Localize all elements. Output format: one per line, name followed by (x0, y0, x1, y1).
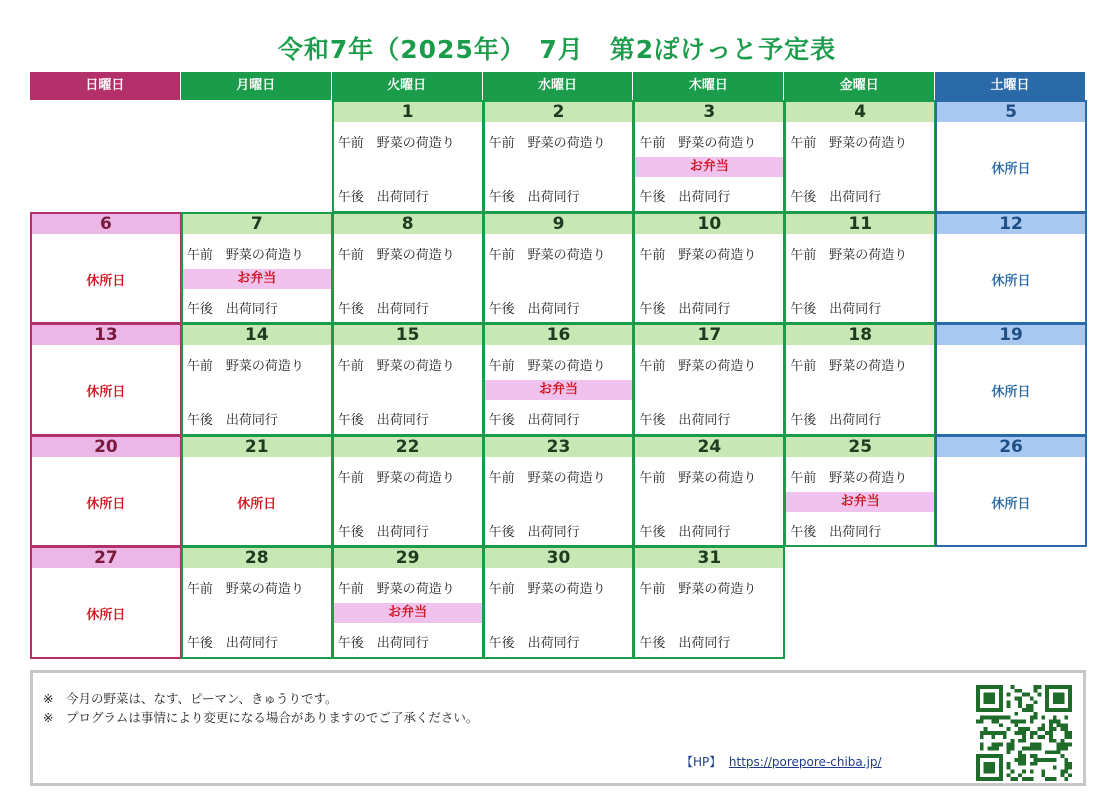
calendar-day-cell (935, 323, 1087, 436)
calendar-day-cell (30, 323, 182, 436)
afternoon-activity: 午後 出荷同行 (790, 524, 882, 540)
weekday-header-cell: 土曜日 (935, 72, 1086, 100)
calendar-day-cell (633, 323, 785, 436)
morning-activity: 午前 野菜の荷造り (488, 470, 606, 486)
page-title: 令和7年（2025年） 7月 第2ぽけっと予定表 (277, 35, 837, 64)
afternoon-activity: 午後 出荷同行 (639, 636, 731, 652)
day-number: 15 (334, 325, 482, 345)
day-number: 7 (183, 214, 331, 234)
morning-activity: 午前 野菜の荷造り (639, 582, 757, 598)
morning-activity: 午前 野菜の荷造り (337, 359, 455, 375)
day-number: 13 (32, 325, 180, 345)
calendar-day-cell (633, 435, 785, 548)
closed-day-label: 休所日 (86, 608, 126, 624)
bento-badge: お弁当 (334, 603, 482, 623)
calendar-day-cell (633, 212, 785, 325)
weekday-header-cell: 金曜日 (784, 72, 935, 100)
morning-activity: 午前 野菜の荷造り (639, 136, 757, 151)
day-number: 19 (937, 325, 1085, 345)
closed-day-label: 休所日 (991, 385, 1031, 401)
calendar-day-cell (181, 546, 333, 659)
calendar-day-cell (483, 323, 635, 436)
day-number: 14 (183, 325, 331, 345)
day-number: 3 (635, 102, 783, 122)
calendar-day-cell (935, 435, 1087, 548)
day-number: 28 (183, 548, 331, 568)
day-number: 22 (334, 437, 482, 457)
calendar-day-cell (935, 212, 1087, 325)
calendar-day-cell (483, 435, 635, 548)
afternoon-activity: 午後 出荷同行 (337, 413, 429, 429)
calendar-day-cell (784, 435, 936, 548)
calendar-day-cell (332, 100, 484, 213)
bento-badge: お弁当 (183, 269, 331, 289)
afternoon-activity: 午後 出荷同行 (488, 413, 580, 429)
morning-activity: 午前 野菜の荷造り (337, 136, 455, 151)
weekday-header (30, 72, 1086, 100)
closed-day-label: 休所日 (991, 273, 1031, 289)
afternoon-activity: 午後 出荷同行 (790, 190, 882, 205)
day-number: 21 (183, 437, 331, 457)
morning-activity: 午前 野菜の荷造り (488, 582, 606, 598)
day-number: 4 (786, 102, 934, 122)
day-number: 2 (485, 102, 633, 122)
morning-activity: 午前 野菜の荷造り (790, 470, 908, 486)
calendar-grid (30, 100, 1086, 658)
weekday-header-cell: 火曜日 (332, 72, 483, 100)
afternoon-activity: 午後 出荷同行 (186, 413, 278, 429)
footer-notes (30, 670, 1086, 786)
day-number: 8 (334, 214, 482, 234)
afternoon-activity: 午後 出荷同行 (790, 413, 882, 429)
day-number: 18 (786, 325, 934, 345)
calendar-day-cell (332, 435, 484, 548)
morning-activity: 午前 野菜の荷造り (639, 359, 757, 375)
morning-activity: 午前 野菜の荷造り (639, 247, 757, 263)
bento-badge: お弁当 (635, 157, 783, 177)
note-program-change: ※ プログラムは事情により変更になる場合がありますのでご了承ください。 (43, 710, 479, 725)
afternoon-activity: 午後 出荷同行 (337, 301, 429, 317)
day-number: 24 (635, 437, 783, 457)
calendar-day-cell (332, 323, 484, 436)
qr-code-icon[interactable] (976, 685, 1072, 781)
closed-day-label: 休所日 (86, 273, 126, 289)
afternoon-activity: 午後 出荷同行 (186, 301, 278, 317)
afternoon-activity: 午後 出荷同行 (488, 301, 580, 317)
closed-day-label: 休所日 (86, 385, 126, 401)
calendar-day-cell (633, 100, 785, 213)
homepage-url[interactable]: https://porepore-chiba.jp/ (728, 755, 882, 769)
day-number: 29 (334, 548, 482, 568)
afternoon-activity: 午後 出荷同行 (186, 636, 278, 652)
calendar-day-cell (935, 100, 1087, 213)
day-number: 17 (635, 325, 783, 345)
afternoon-activity: 午後 出荷同行 (337, 636, 429, 652)
morning-activity: 午前 野菜の荷造り (186, 582, 304, 598)
bento-badge: お弁当 (485, 380, 633, 400)
note-vegetables: ※ 今月の野菜は、なす、ピーマン、きゅうりです。 (43, 691, 338, 706)
afternoon-activity: 午後 出荷同行 (639, 190, 731, 205)
calendar-day-cell (332, 546, 484, 659)
day-number: 1 (334, 102, 482, 122)
day-number: 20 (32, 437, 180, 457)
afternoon-activity: 午後 出荷同行 (639, 301, 731, 317)
day-number: 30 (485, 548, 633, 568)
weekday-header-cell: 木曜日 (633, 72, 784, 100)
afternoon-activity: 午後 出荷同行 (488, 524, 580, 540)
calendar-day-cell (30, 546, 182, 659)
calendar-day-cell (483, 212, 635, 325)
afternoon-activity: 午後 出荷同行 (337, 524, 429, 540)
weekday-header-cell: 水曜日 (483, 72, 634, 100)
calendar-day-cell (483, 546, 635, 659)
morning-activity: 午前 野菜の荷造り (488, 136, 606, 151)
calendar-day-cell (30, 212, 182, 325)
weekday-header-cell: 月曜日 (181, 72, 332, 100)
calendar-day-cell (784, 100, 936, 213)
day-number: 25 (786, 437, 934, 457)
day-number: 10 (635, 214, 783, 234)
calendar-day-cell (784, 323, 936, 436)
morning-activity: 午前 野菜の荷造り (790, 136, 908, 151)
weekday-header-cell: 日曜日 (30, 72, 181, 100)
calendar-day-cell (181, 323, 333, 436)
morning-activity: 午前 野菜の荷造り (790, 359, 908, 375)
afternoon-activity: 午後 出荷同行 (488, 190, 580, 205)
bento-badge: お弁当 (786, 492, 934, 512)
morning-activity: 午前 野菜の荷造り (790, 247, 908, 263)
afternoon-activity: 午後 出荷同行 (488, 636, 580, 652)
calendar-day-cell (30, 435, 182, 548)
day-number: 9 (485, 214, 633, 234)
calendar-day-cell (483, 100, 635, 213)
calendar-day-cell (181, 435, 333, 548)
day-number: 6 (32, 214, 180, 234)
morning-activity: 午前 野菜の荷造り (186, 247, 304, 263)
day-number: 16 (485, 325, 633, 345)
morning-activity: 午前 野菜の荷造り (639, 470, 757, 486)
closed-day-label: 休所日 (86, 496, 126, 512)
calendar-day-cell (784, 212, 936, 325)
morning-activity: 午前 野菜の荷造り (488, 359, 606, 375)
closed-day-label: 休所日 (237, 496, 277, 512)
day-number: 26 (937, 437, 1085, 457)
day-number: 11 (786, 214, 934, 234)
calendar-day-cell (181, 212, 333, 325)
homepage-link[interactable] (681, 753, 882, 770)
afternoon-activity: 午後 出荷同行 (337, 190, 429, 205)
day-number: 23 (485, 437, 633, 457)
closed-day-label: 休所日 (991, 162, 1031, 177)
morning-activity: 午前 野菜の荷造り (337, 582, 455, 598)
day-number: 27 (32, 548, 180, 568)
afternoon-activity: 午後 出荷同行 (790, 301, 882, 317)
calendar-day-cell (332, 212, 484, 325)
day-number: 31 (635, 548, 783, 568)
calendar-day-cell (633, 546, 785, 659)
morning-activity: 午前 野菜の荷造り (186, 359, 304, 375)
afternoon-activity: 午後 出荷同行 (639, 524, 731, 540)
morning-activity: 午前 野菜の荷造り (337, 247, 455, 263)
day-number: 12 (937, 214, 1085, 234)
homepage-label: 【HP】 (681, 755, 722, 769)
morning-activity: 午前 野菜の荷造り (337, 470, 455, 486)
day-number: 5 (937, 102, 1085, 122)
closed-day-label: 休所日 (991, 496, 1031, 512)
afternoon-activity: 午後 出荷同行 (639, 413, 731, 429)
morning-activity: 午前 野菜の荷造り (488, 247, 606, 263)
